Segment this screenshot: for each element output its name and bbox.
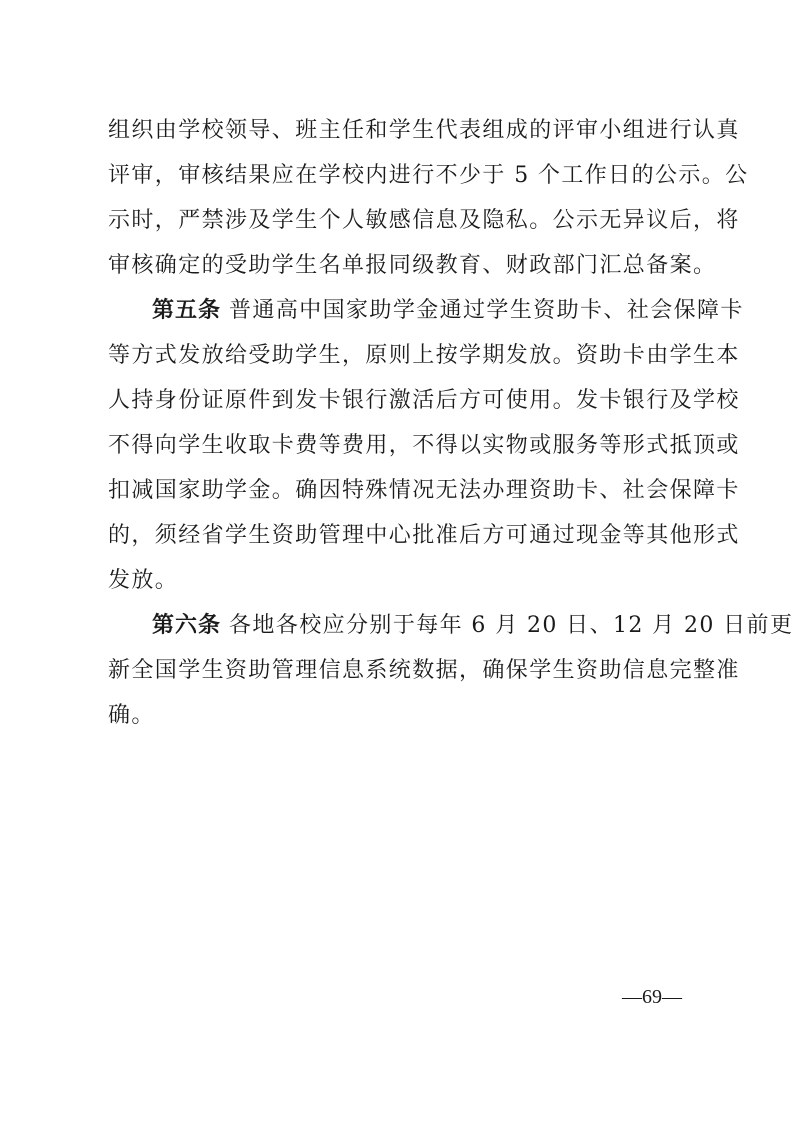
text-line: 组织由学校领导、班主任和学生代表组成的评审小组进行认真: [108, 118, 740, 143]
text-line: 扣减国家助学金。确因特殊情况无法办理资助卡、社会保障卡: [108, 478, 740, 503]
text-line: [108, 288, 744, 333]
paragraph-article-6: [108, 603, 793, 738]
text-line: [108, 603, 793, 648]
text-line: 人持身份证原件到发卡银行激活后方可使用。发卡银行及学校: [108, 388, 740, 413]
text-line: 不得向学生收取卡费等费用，不得以实物或服务等形式抵顶或: [108, 433, 740, 458]
paragraph-review-publicity: [108, 108, 749, 288]
text-line: 示时，严禁涉及学生个人敏感信息及隐私。公示无异议后，将: [108, 208, 740, 233]
text-fragment: 各地各校应分别于每年 6 月 20 日、12 月 20 日前更: [229, 613, 793, 638]
text-line: 评审，审核结果应在学校内进行不少于 5 个工作日的公示。公: [108, 163, 749, 188]
text-line: 审核确定的受助学生名单报同级教育、财政部门汇总备案。: [108, 253, 717, 278]
article-title: 第五条: [152, 298, 222, 323]
text-line: 新全国学生资助管理信息系统数据，确保学生资助信息完整准: [108, 658, 740, 683]
body-text: [108, 108, 793, 738]
text-line: 的，须经省学生资助管理中心批准后方可通过现金等其他形式: [108, 523, 740, 548]
paragraph-article-5: [108, 288, 744, 603]
text-fragment: 普通高中国家助学金通过学生资助卡、社会保障卡: [229, 298, 744, 323]
text-line: 等方式发放给受助学生，原则上按学期发放。资助卡由学生本: [108, 343, 740, 368]
text-line: 发放。: [108, 568, 179, 593]
text-line: 确。: [108, 703, 155, 728]
article-title: 第六条: [152, 613, 222, 638]
page-number: —69—: [622, 986, 682, 1008]
